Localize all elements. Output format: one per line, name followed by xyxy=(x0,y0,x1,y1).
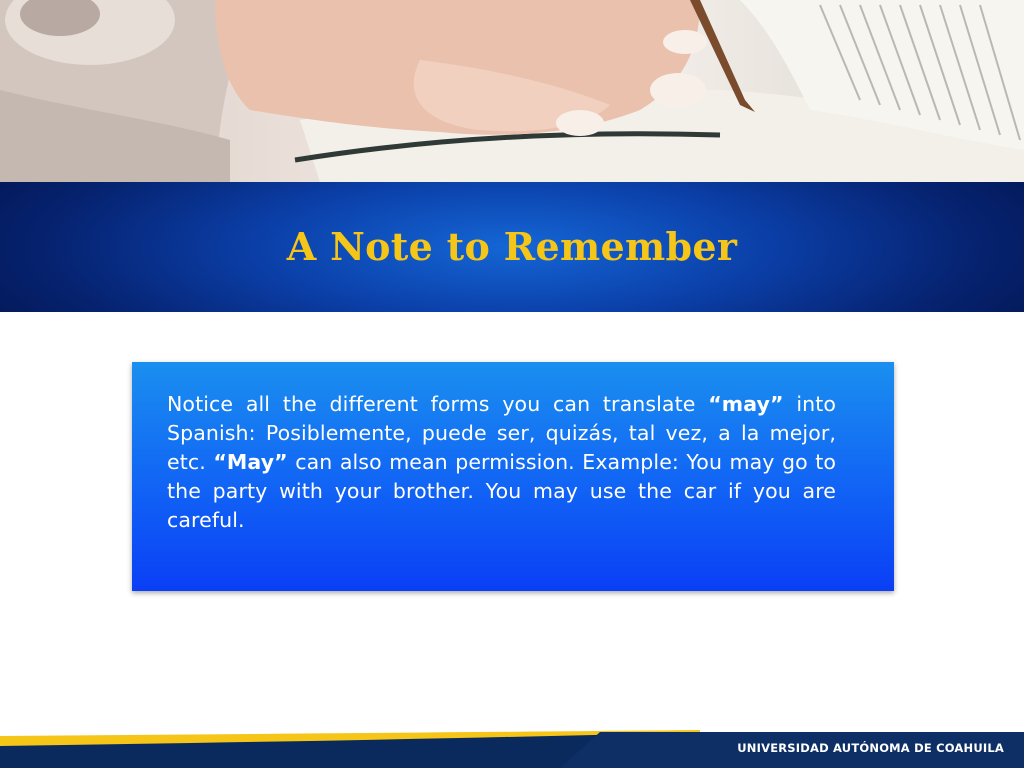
note-text-segment: into Spanish: Posiblemente, puede ser, quizás, tal vez, a la mejor, etc. xyxy=(167,392,836,474)
note-emphasis: “may” xyxy=(708,392,784,416)
note-emphasis: “May” xyxy=(213,450,288,474)
hand-writing-book-illustration xyxy=(0,0,1024,182)
header-photo xyxy=(0,0,1024,182)
note-text-segment: can also mean permission. Example: You may go to the party with your brother. You may use the car if you are careful. xyxy=(167,450,836,532)
footer-bar xyxy=(0,724,1024,768)
title-band xyxy=(0,182,1024,312)
institution-name: UNIVERSIDAD AUTÓNOMA DE COAHUILA xyxy=(737,741,1004,755)
slide-title: A Note to Remember xyxy=(286,223,738,269)
note-box xyxy=(132,362,894,591)
note-text-segment: Notice all the different forms you can translate xyxy=(167,392,709,416)
note-paragraph xyxy=(167,390,836,535)
